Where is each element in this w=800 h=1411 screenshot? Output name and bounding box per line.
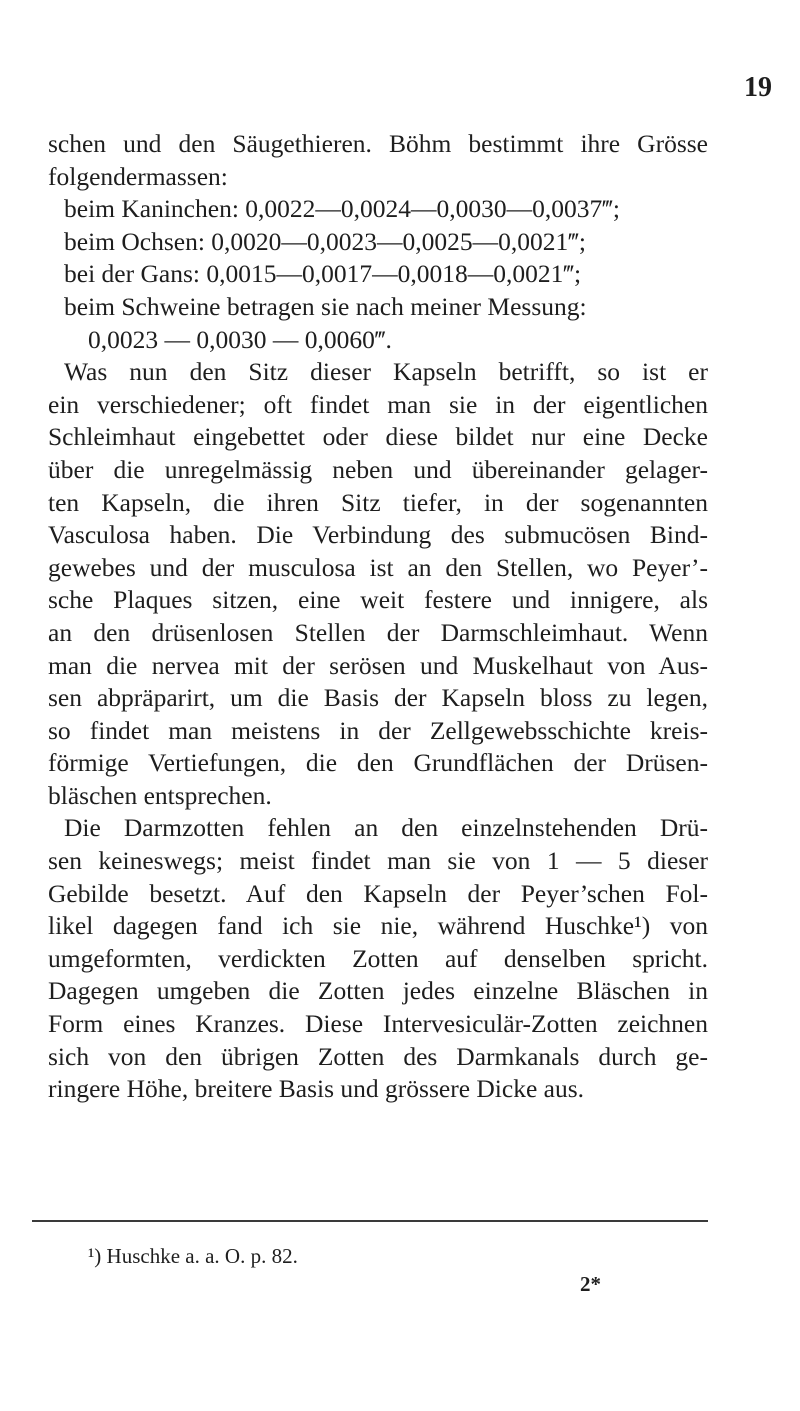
text-line: so findet man meistens in der Zellgewebsschichte kreis- (48, 715, 708, 745)
text-line: ringere Höhe, breitere Basis und grössere Dicke aus. (48, 1074, 585, 1104)
text-line: über die unregelmässig neben und übereinander gelager- (48, 454, 708, 484)
text-line: umgeformten, verdickten Zotten auf denselben spricht. (48, 943, 708, 973)
text-line: man die nervea mit der serösen und Muskelhaut von Aus- (48, 650, 708, 680)
paragraph-start: Was nun den Sitz dieser Kapseln betrifft, so ist er (64, 357, 708, 387)
signature-mark: 2* (580, 1272, 601, 1296)
text-line: Gebilde besetzt. Auf den Kapseln der Peyer’schen Fol- (48, 878, 708, 908)
text-line: bläschen entsprechen. (48, 780, 272, 810)
text-line: ein verschiedener; oft findet man sie in der eigentlichen (48, 389, 708, 419)
text-line: an den drüsenlosen Stellen der Darmschleimhaut. Wenn (48, 617, 708, 647)
measurement-line: beim Ochsen: 0,0020—0,0023—0,0025—0,0021‴; (64, 226, 587, 256)
text-line: schen und den Säugethieren. Böhm bestimmt ihre Grösse (48, 129, 708, 158)
text-line: folgendermassen: (48, 161, 228, 191)
text-line: sen abpräparirt, um die Basis der Kapseln bloss zu legen, (48, 683, 708, 713)
measurement-line: 0,0023 — 0,0030 — 0,0060‴. (88, 324, 392, 354)
measurement-line: beim Schweine betragen sie nach meiner Messung: (64, 291, 587, 321)
text-line: ten Kapseln, die ihren Sitz tiefer, in der sogenannten (48, 487, 708, 517)
footnote-divider (32, 1220, 708, 1222)
body-text (48, 128, 708, 1106)
paragraph-start: Die Darmzotten fehlen an den einzelnstehenden Drü- (64, 813, 708, 843)
text-line: gewebes und der musculosa ist an den Stellen, wo Peyer’- (48, 552, 708, 582)
text-line: sche Plaques sitzen, eine weit festere und innigere, als (48, 585, 708, 615)
text-line: förmige Vertiefungen, die den Grundflächen der Drüsen- (48, 748, 708, 778)
text-line: Schleimhaut eingebettet oder diese bildet nur eine Decke (48, 422, 708, 452)
text-line: sich von den übrigen Zotten des Darmkanals durch ge- (48, 1041, 708, 1071)
text-line: Dagegen umgeben die Zotten jedes einzelne Bläschen in (48, 976, 708, 1006)
text-line: likel dagegen fand ich sie nie, während Huschke¹) von (48, 911, 708, 941)
measurement-line: bei der Gans: 0,0015—0,0017—0,0018—0,0021‴; (64, 259, 582, 289)
measurement-line: beim Kaninchen: 0,0022—0,0024—0,0030—0,0037‴; (64, 194, 620, 224)
text-line: sen keineswegs; meist findet man sie von 1 — 5 dieser (48, 846, 708, 876)
footnote: ¹) Huschke a. a. O. p. 82. (88, 1244, 298, 1268)
text-line: Form eines Kranzes. Diese Intervesiculär-Zotten zeichnen (48, 1009, 708, 1039)
page-number: 19 (744, 72, 772, 103)
text-line: Vasculosa haben. Die Verbindung des submucösen Bind- (48, 520, 708, 550)
